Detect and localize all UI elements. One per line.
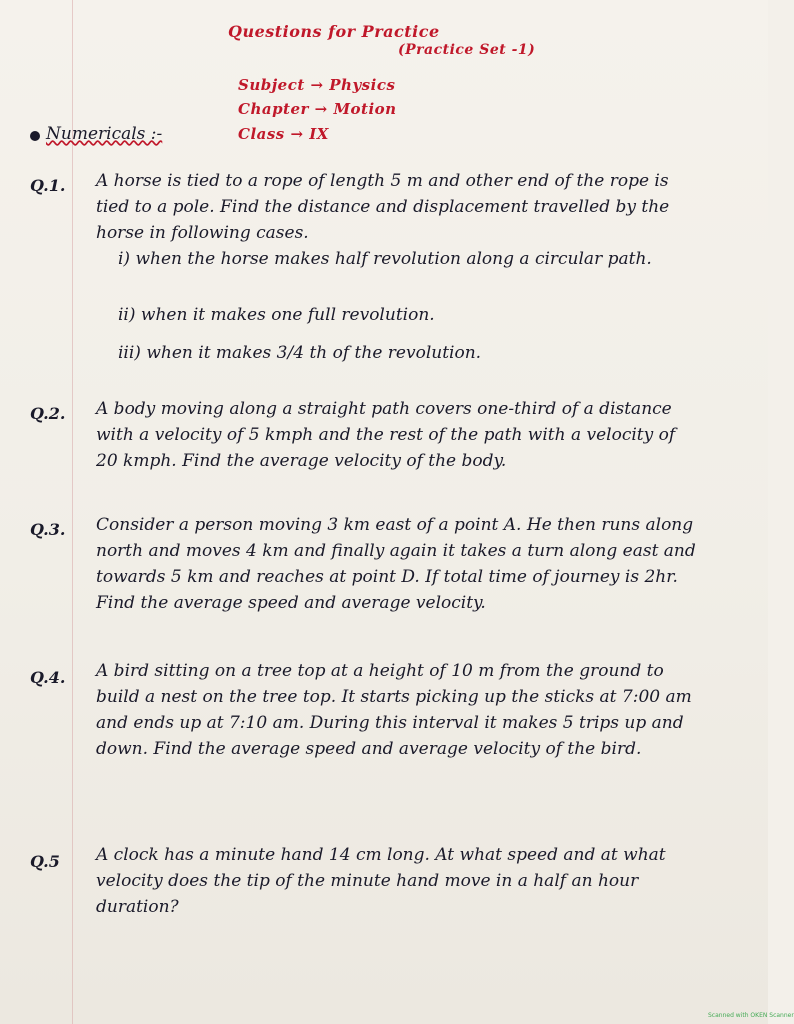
margin-line (72, 0, 73, 1024)
question-number-4: Q.4. (30, 668, 66, 687)
question-number-2: Q.2. (30, 404, 66, 423)
scanner-watermark: Scanned with OKEN Scanner (708, 1012, 794, 1019)
question-1-part-i: i) when the horse makes half revolution along a circular path. (118, 249, 652, 269)
question-number-3: Q.3. (30, 520, 66, 539)
question-1-part-iii: iii) when it makes 3/4 th of the revolution. (118, 343, 482, 363)
question-text-4: A bird sitting on a tree top at a height of 10 m from the ground to build a nest on the tree top. It starts picking up the sticks at 7:00 am and ends up at 7:10 am. During this interval it makes 5 trips up and down. Find the average speed and average velocity of the bird. (96, 661, 692, 759)
question-text-1: A horse is tied to a rope of length 5 m and other end of the rope is tied to a pole. Find the distance and displacement travelled by the horse in following cases. (96, 171, 670, 243)
chapter-label: Chapter → Motion (238, 100, 397, 118)
question-1-part-ii: ii) when it makes one full revolution. (118, 305, 435, 325)
question-number-1: Q.1. (30, 176, 66, 195)
class-label: Class → IX (238, 125, 329, 143)
section-label: Numericals :- (46, 124, 163, 144)
bullet-dot (30, 131, 40, 141)
practice-set-label: (Practice Set -1) (398, 42, 536, 58)
question-text-2: A body moving along a straight path covers one-third of a distance with a velocity of 5 kmph and the rest of the path with a velocity of 20 kmph. Find the average velocity of the body. (96, 399, 676, 471)
page-title: Questions for Practice (228, 22, 440, 41)
question-text-5: A clock has a minute hand 14 cm long. At what speed and at what velocity does the tip of the minute hand move in a half an hour duration? (96, 845, 666, 917)
subject-label: Subject → Physics (238, 76, 396, 94)
question-number-5: Q.5 (30, 852, 60, 871)
question-text-3: Consider a person moving 3 km east of a point A. He then runs along north and moves 4 km and finally again it takes a turn along east and towards 5 km and reaches at point D. If total time of journey is 2hr. Find the average speed and average velocity. (96, 515, 696, 613)
